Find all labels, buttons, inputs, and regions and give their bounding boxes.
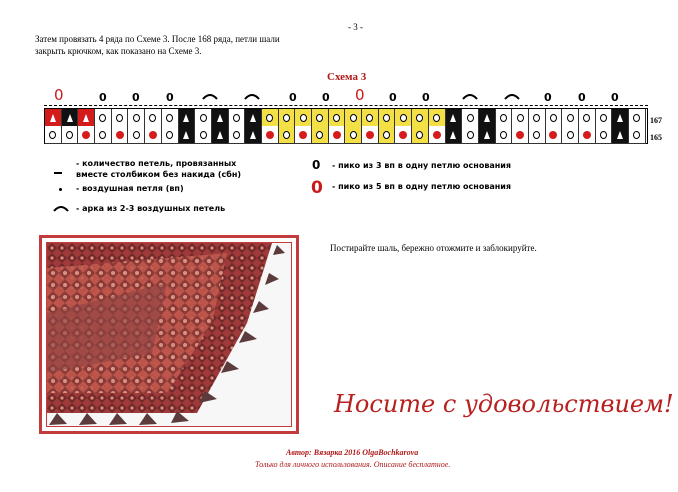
chart-cell — [78, 126, 95, 144]
row-number-167: 167 — [650, 116, 662, 125]
ring-mark — [500, 114, 507, 122]
chart-row-165 — [45, 126, 647, 144]
shawl-photo-frame — [39, 235, 299, 434]
chart-cell — [612, 126, 629, 144]
ring-mark — [66, 131, 73, 139]
chart-row-167 — [45, 109, 647, 127]
triangle-mark — [217, 114, 223, 122]
ring-mark — [416, 114, 423, 122]
triangle-mark — [217, 131, 223, 139]
red-dot-mark — [516, 131, 524, 139]
ring-mark — [49, 131, 56, 139]
ring-mark — [200, 131, 207, 139]
chart-cell — [329, 109, 346, 127]
picot3-symbol: 0 — [611, 91, 619, 104]
ring-mark — [600, 114, 607, 122]
picot3-symbol: 0 — [578, 91, 586, 104]
chart-cell — [179, 109, 196, 127]
ring-mark — [233, 131, 240, 139]
ring-mark — [99, 114, 106, 122]
chart-cell — [546, 109, 563, 127]
ring-mark — [333, 114, 340, 122]
red-dot-mark — [82, 131, 90, 139]
page-number: - 3 - — [348, 22, 363, 32]
ring-mark — [383, 114, 390, 122]
shawl-photo — [46, 242, 292, 427]
chart-cell — [262, 109, 279, 127]
legend-dec-line-2: вместе столбиком без накида (сбн) — [76, 170, 242, 179]
chart-cell — [162, 109, 179, 127]
chart-cell — [245, 109, 262, 127]
triangle-mark — [183, 114, 189, 122]
triangle-mark — [450, 114, 456, 122]
ring-mark — [133, 131, 140, 139]
arc-symbol — [202, 92, 218, 100]
chart-cell — [362, 126, 379, 144]
ring-mark — [467, 131, 474, 139]
chart-cell — [145, 109, 162, 127]
chart-cell — [279, 109, 296, 127]
picot3-symbol: 0 — [289, 91, 297, 104]
chart-cell — [229, 109, 246, 127]
chart-cell — [612, 109, 629, 127]
ring-mark — [467, 114, 474, 122]
shawl-image — [47, 243, 292, 427]
ring-mark — [116, 114, 123, 122]
chart-cell — [45, 126, 62, 144]
picot5-symbol: 0 — [355, 86, 365, 104]
row-numbers — [650, 112, 662, 146]
footer-license: Только для личного использования. Описание бесплатное. — [255, 460, 451, 469]
ring-mark — [149, 114, 156, 122]
intro-line-2: закрыть крючком, как показано на Схеме 3. — [35, 46, 202, 56]
chart-cell — [45, 109, 62, 127]
picot3-symbol: 0 — [166, 91, 174, 104]
legend-dec-line-1: - количество петель, провязанных — [76, 159, 237, 168]
chart-cell — [395, 126, 412, 144]
chart-cell — [629, 109, 646, 127]
picot3-symbol: 0 — [132, 91, 140, 104]
ring-mark — [200, 114, 207, 122]
red-dot-mark — [399, 131, 407, 139]
ring-mark — [633, 114, 640, 122]
ring-mark — [350, 131, 357, 139]
ring-mark — [567, 114, 574, 122]
chart-cell — [95, 126, 112, 144]
red-dot-mark — [333, 131, 341, 139]
chart-cell — [596, 109, 613, 127]
picot3-symbol: 0 — [322, 91, 330, 104]
chart-cell — [512, 109, 529, 127]
ring-mark — [633, 131, 640, 139]
chart-cell — [62, 109, 79, 127]
picot5-icon: 0 — [311, 178, 323, 198]
chart-cell — [245, 126, 262, 144]
chart-cell — [195, 109, 212, 127]
triangle-mark — [67, 114, 73, 122]
legend-picot5: - пико из 5 вп в одну петлю основания — [332, 182, 512, 191]
chart-cell — [128, 126, 145, 144]
chart-cell — [479, 109, 496, 127]
chart-cell — [112, 109, 129, 127]
chart-chain-line — [44, 105, 648, 106]
picot5-symbol: 0 — [54, 86, 64, 104]
ring-mark — [366, 114, 373, 122]
triangle-mark — [617, 114, 623, 122]
red-dot-mark — [433, 131, 441, 139]
chart-cell — [112, 126, 129, 144]
chart-cell — [279, 126, 296, 144]
chart-cell — [412, 126, 429, 144]
ring-mark — [133, 114, 140, 122]
chart-cell — [529, 109, 546, 127]
closing-text: Носите с удовольствием! — [334, 390, 674, 418]
triangle-mark — [250, 131, 256, 139]
ring-mark — [583, 114, 590, 122]
chart-cell — [312, 109, 329, 127]
ring-mark — [83, 114, 89, 122]
picot3-icon: 0 — [312, 158, 321, 172]
chart-cell — [462, 109, 479, 127]
chart-cell — [379, 109, 396, 127]
ring-mark — [316, 114, 323, 122]
chart-cell — [229, 126, 246, 144]
triangle-mark — [484, 114, 490, 122]
chart-symbol-row — [44, 86, 648, 108]
chart-cell — [496, 109, 513, 127]
chart-grid — [44, 108, 648, 144]
picot3-symbol: 0 — [544, 91, 552, 104]
ring-mark — [383, 131, 390, 139]
ring-mark — [266, 114, 273, 122]
legend-chain: - воздушная петля (вп) — [76, 184, 184, 193]
chart-cell — [395, 109, 412, 127]
red-dot-mark — [266, 131, 274, 139]
chart-cell — [295, 109, 312, 127]
arc-symbol — [244, 92, 260, 100]
chart-cell — [546, 126, 563, 144]
ring-mark — [166, 114, 173, 122]
ring-mark — [166, 131, 173, 139]
chart-cell — [562, 126, 579, 144]
chart-cell — [62, 126, 79, 144]
ring-mark — [400, 114, 407, 122]
chart-cell — [212, 109, 229, 127]
chart-cell — [329, 126, 346, 144]
chart-cell — [195, 126, 212, 144]
ring-mark — [533, 114, 540, 122]
ring-mark — [233, 114, 240, 122]
triangle-mark — [250, 114, 256, 122]
red-dot-mark — [116, 131, 124, 139]
red-dot-mark — [583, 131, 591, 139]
triangle-mark — [183, 131, 189, 139]
chart-cell — [529, 126, 546, 144]
arc-symbol — [504, 92, 520, 100]
chart-cell — [379, 126, 396, 144]
intro-text — [35, 33, 335, 57]
triangle-mark — [450, 131, 456, 139]
chart-cell — [78, 109, 95, 127]
chart-cell — [479, 126, 496, 144]
triangle-mark — [617, 131, 623, 139]
picot3-symbol: 0 — [99, 91, 107, 104]
chart-cell — [579, 109, 596, 127]
chart-cell — [145, 126, 162, 144]
chart-cell — [596, 126, 613, 144]
ring-mark — [433, 114, 440, 122]
schema-title: Схема 3 — [327, 71, 367, 83]
chart-cell — [562, 109, 579, 127]
chart-cell — [462, 126, 479, 144]
ring-mark — [600, 131, 607, 139]
ring-mark — [300, 114, 307, 122]
ring-mark — [533, 131, 540, 139]
chart-cell — [312, 126, 329, 144]
arc-icon — [53, 204, 69, 212]
ring-mark — [99, 131, 106, 139]
chart-cell — [262, 126, 279, 144]
footer-credits: Автор: Вязарка 2016 OlgaBochkarova — [286, 448, 419, 457]
chart-cell — [295, 126, 312, 144]
chart-cell — [212, 126, 229, 144]
chart-cell — [95, 109, 112, 127]
ring-mark — [283, 114, 290, 122]
ring-mark — [550, 114, 557, 122]
chart-cell — [629, 126, 646, 144]
ring-mark — [316, 131, 323, 139]
triangle-mark — [484, 131, 490, 139]
ring-mark — [416, 131, 423, 139]
ring-mark — [50, 114, 56, 122]
dash-icon — [54, 172, 62, 174]
ring-mark — [350, 114, 357, 122]
chart-cell — [412, 109, 429, 127]
crochet-chart — [44, 86, 648, 146]
ring-mark — [283, 131, 290, 139]
legend-picot3: - пико из 3 вп в одну петлю основания — [332, 161, 512, 170]
finishing-note: Постирайте шаль, бережно отожмите и заблокируйте. — [330, 243, 537, 253]
chart-cell — [345, 126, 362, 144]
chain-dot-icon — [59, 188, 62, 191]
chart-cell — [579, 126, 596, 144]
legend-arc: - арка из 2-3 воздушных петель — [76, 204, 226, 213]
chart-cell — [362, 109, 379, 127]
ring-mark — [500, 131, 507, 139]
picot3-symbol: 0 — [389, 91, 397, 104]
chart-cell — [446, 109, 463, 127]
chart-cell — [446, 126, 463, 144]
chart-cell — [162, 126, 179, 144]
red-dot-mark — [549, 131, 557, 139]
chart-cell — [128, 109, 145, 127]
red-dot-mark — [299, 131, 307, 139]
chart-cell — [512, 126, 529, 144]
chart-cell — [496, 126, 513, 144]
chart-cell — [179, 126, 196, 144]
chart-cell — [429, 109, 446, 127]
red-dot-mark — [149, 131, 157, 139]
ring-mark — [567, 131, 574, 139]
arc-symbol — [462, 92, 478, 100]
red-dot-mark — [366, 131, 374, 139]
row-number-165: 165 — [650, 133, 662, 142]
intro-line-1: Затем провязать 4 ряда по Схеме 3. После 168 ряда, петли шали — [35, 34, 280, 44]
chart-cell — [429, 126, 446, 144]
picot3-symbol: 0 — [422, 91, 430, 104]
ring-mark — [517, 114, 524, 122]
chart-cell — [345, 109, 362, 127]
